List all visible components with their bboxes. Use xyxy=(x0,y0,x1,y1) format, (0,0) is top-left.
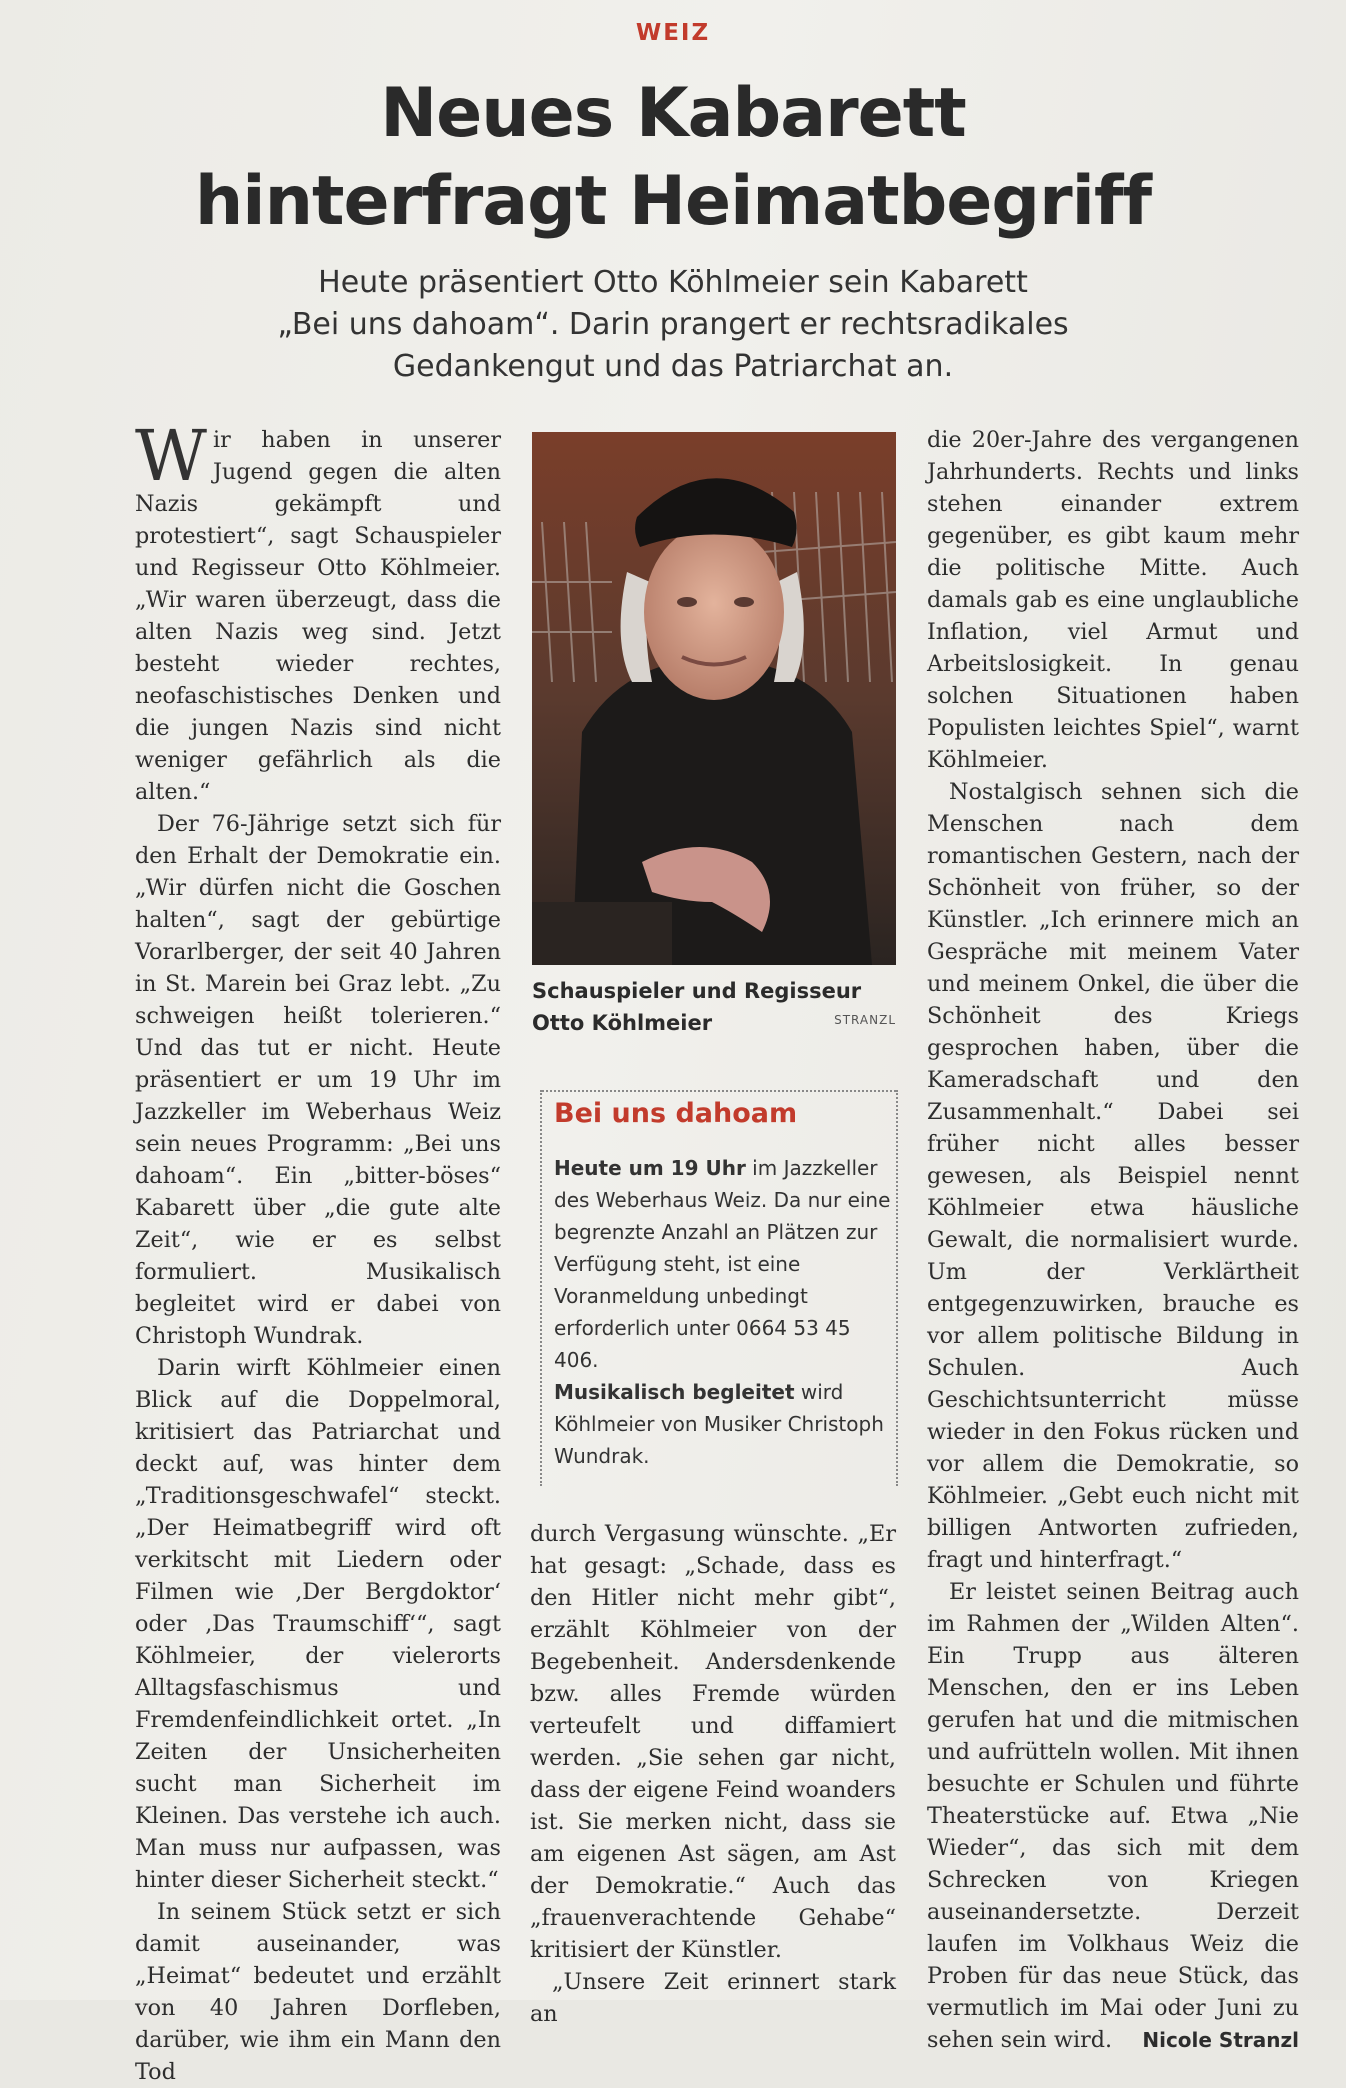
headline xyxy=(160,70,1186,246)
paragraph xyxy=(927,1576,1299,2056)
paragraph: Nostalgisch sehnen sich die Menschen nach dem romantischen Gestern, nach der Schönheit von früher, so der Künstler. „Ich erinnere mich an Gespräche mit meinem Vater und meinem Onkel, die über die Schönheit des Kriegs gesprochen haben, über die Kameradschaft und den Zusammenhalt.“ Dabei sei früher nicht alles besser gewesen, als Beispiel nennt Köhlmeier etwa häusliche Gewalt, die normalisiert wurde. Um der Verklärtheit entgegenzuwirken, brauche es vor allem politische Bildung in Schulen. Auch Geschichtsunterricht müsse wieder in den Fokus rücken und vor allem die Demokratie, so Köhlmeier. „Gebt euch nicht mit billigen Antworten zufrieden, fragt und hinterfragt.“ xyxy=(927,779,1299,1573)
info-text: im Jazzkeller des Weberhaus Weiz. Da nur eine begrenzte Anzahl an Plätzen zur Verfügung steht, ist eine Voranmeldung unbedingt erforderlich unter 0664 53 45 406. xyxy=(554,1156,891,1372)
paragraph: In seinem Stück setzt er sich damit auseinander, was „Heimat“ bedeutet und erzählt von 40 Jahren Dorfleben, darüber, wie ihm ein Mann den Tod xyxy=(135,1899,501,2085)
subhead-line-3: Gedankengut und das Patriarchat an. xyxy=(392,349,954,384)
paragraph-text: ir haben in unserer Jugend gegen die alten Nazis gekämpft und protestiert“, sagt Schauspieler und Regisseur Otto Köhlmeier. „Wir waren überzeugt, dass die alten Nazis weg sind. Jetzt besteht wieder rechtes, neofaschistisches Denken und die jungen Nazis sind nicht weniger gefährlich als die alten.“ xyxy=(135,427,501,805)
article-column-2 xyxy=(530,1518,896,2030)
info-bold: Musikalisch begleitet xyxy=(554,1380,795,1404)
paragraph: „Unsere Zeit erinnert stark an xyxy=(530,1969,896,2027)
paragraph-text: Er leistet seinen Beitrag auch im Rahmen der „Wilden Alten“. Ein Trupp aus älteren Menschen, den er ins Leben gerufen hat und die mitmischen und aufrütteln wollen. Mit ihnen besuchte er Schulen und führte Theaterstücke auf. Etwa „Nie Wieder“, das sich mit dem Schrecken von Kriegen auseinandersetzte. Derzeit laufen im Volkhaus Weiz die Proben für das neue Stück, das vermutlich im Mai oder Juni zu sehen sein wird. xyxy=(927,1579,1299,2053)
section-label: WEIZ xyxy=(635,20,711,46)
drop-cap: W xyxy=(135,415,207,497)
headline-line-1: Neues Kabarett xyxy=(380,74,966,153)
info-box-border xyxy=(542,1090,896,1092)
portrait-photo xyxy=(532,432,896,965)
paragraph: durch Vergasung wünschte. „Er hat gesagt: „Schade, dass es den Hitler nicht mehr gibt“, erzählt Köhlmeier von der Begebenheit. Andersdenkende bzw. alles Fremde würden verteufelt und diffamiert werden. „Sie sehen gar nicht, dass der eigene Feind woanders ist. Sie merken nicht, dass sie am eigenen Ast sägen, am Ast der Demokratie.“ Auch das „frauenverachtende Gehabe“ kritisiert der Künstler. xyxy=(530,1521,896,1963)
subhead-line-1: Heute präsentiert Otto Köhlmeier sein Kabarett xyxy=(318,265,1028,300)
portrait-illustration xyxy=(532,432,896,965)
photo-credit: STRANZL xyxy=(834,1013,896,1027)
paragraph: Der 76-Jährige setzt sich für den Erhalt der Demokratie ein. „Wir dürfen nicht die Goschen halten“, sagt der gebürtige Vorarlberger, der seit 40 Jahren in St. Marein bei Graz lebt. „Zu schweigen heißt tolerieren.“ Und das tut er nicht. Heute präsentiert er um 19 Uhr im Jazzkeller im Weberhaus Weiz sein neues Programm: „Bei uns dahoam“. Ein „bitter-böses“ Kabarett über „die gute alte Zeit“, wie er es selbst formuliert. Musikalisch begleitet wird er dabei von Christoph Wundrak. xyxy=(135,811,501,1349)
article-column-1 xyxy=(135,415,501,2088)
subheadline xyxy=(200,262,1146,388)
paragraph: Darin wirft Köhlmeier einen Blick auf die Doppelmoral, kritisiert das Patriarchat und deckt auf, was hinter dem „Traditionsgeschwafel“ steckt. „Der Heimatbegriff wird oft verkitscht mit Liedern oder Filmen wie ‚Der Bergdoktor‘ oder ‚Das Traumschiff‘“, sagt Köhlmeier, der vielerorts Alltagsfaschismus und Fremdenfeindlichkeit ortet. „In Zeiten der Unsicherheiten sucht man Sicherheit im Kleinen. Das verstehe ich auch. Man muss nur aufpassen, was hinter dieser Sicherheit steckt.“ xyxy=(135,1355,501,1893)
info-box-title: Bei uns dahoam xyxy=(554,1098,798,1129)
paragraph: die 20er-Jahre des vergangenen Jahrhunderts. Rechts und links stehen einander extrem gegenüber, es gibt kaum mehr die politische Mitte. Auch damals gab es eine unglaubliche Inflation, viel Armut und Arbeitslosigkeit. In genau solchen Situationen haben Populisten leichtes Spiel“, warnt Köhlmeier. xyxy=(927,427,1299,773)
author-byline: Nicole Stranzl xyxy=(1142,2028,1299,2052)
article-column-3 xyxy=(927,424,1299,2056)
info-bold: Heute um 19 Uhr xyxy=(554,1156,746,1180)
photo-caption xyxy=(532,975,896,1039)
info-text: wird Köhlmeier von Musiker Christoph Wundrak. xyxy=(554,1380,884,1468)
paragraph xyxy=(135,415,501,808)
headline-line-2: hinterfragt Heimatbegriff xyxy=(194,162,1152,241)
info-paragraph xyxy=(554,1152,892,1376)
info-paragraph xyxy=(554,1376,892,1472)
subhead-line-2: „Bei uns dahoam“. Darin prangert er rechtsradikales xyxy=(277,307,1069,342)
info-box xyxy=(540,1090,898,1486)
info-box-body xyxy=(554,1152,892,1472)
caption-line-2: Otto Köhlmeier xyxy=(532,1011,713,1035)
caption-line-1: Schauspieler und Regisseur xyxy=(532,979,862,1003)
